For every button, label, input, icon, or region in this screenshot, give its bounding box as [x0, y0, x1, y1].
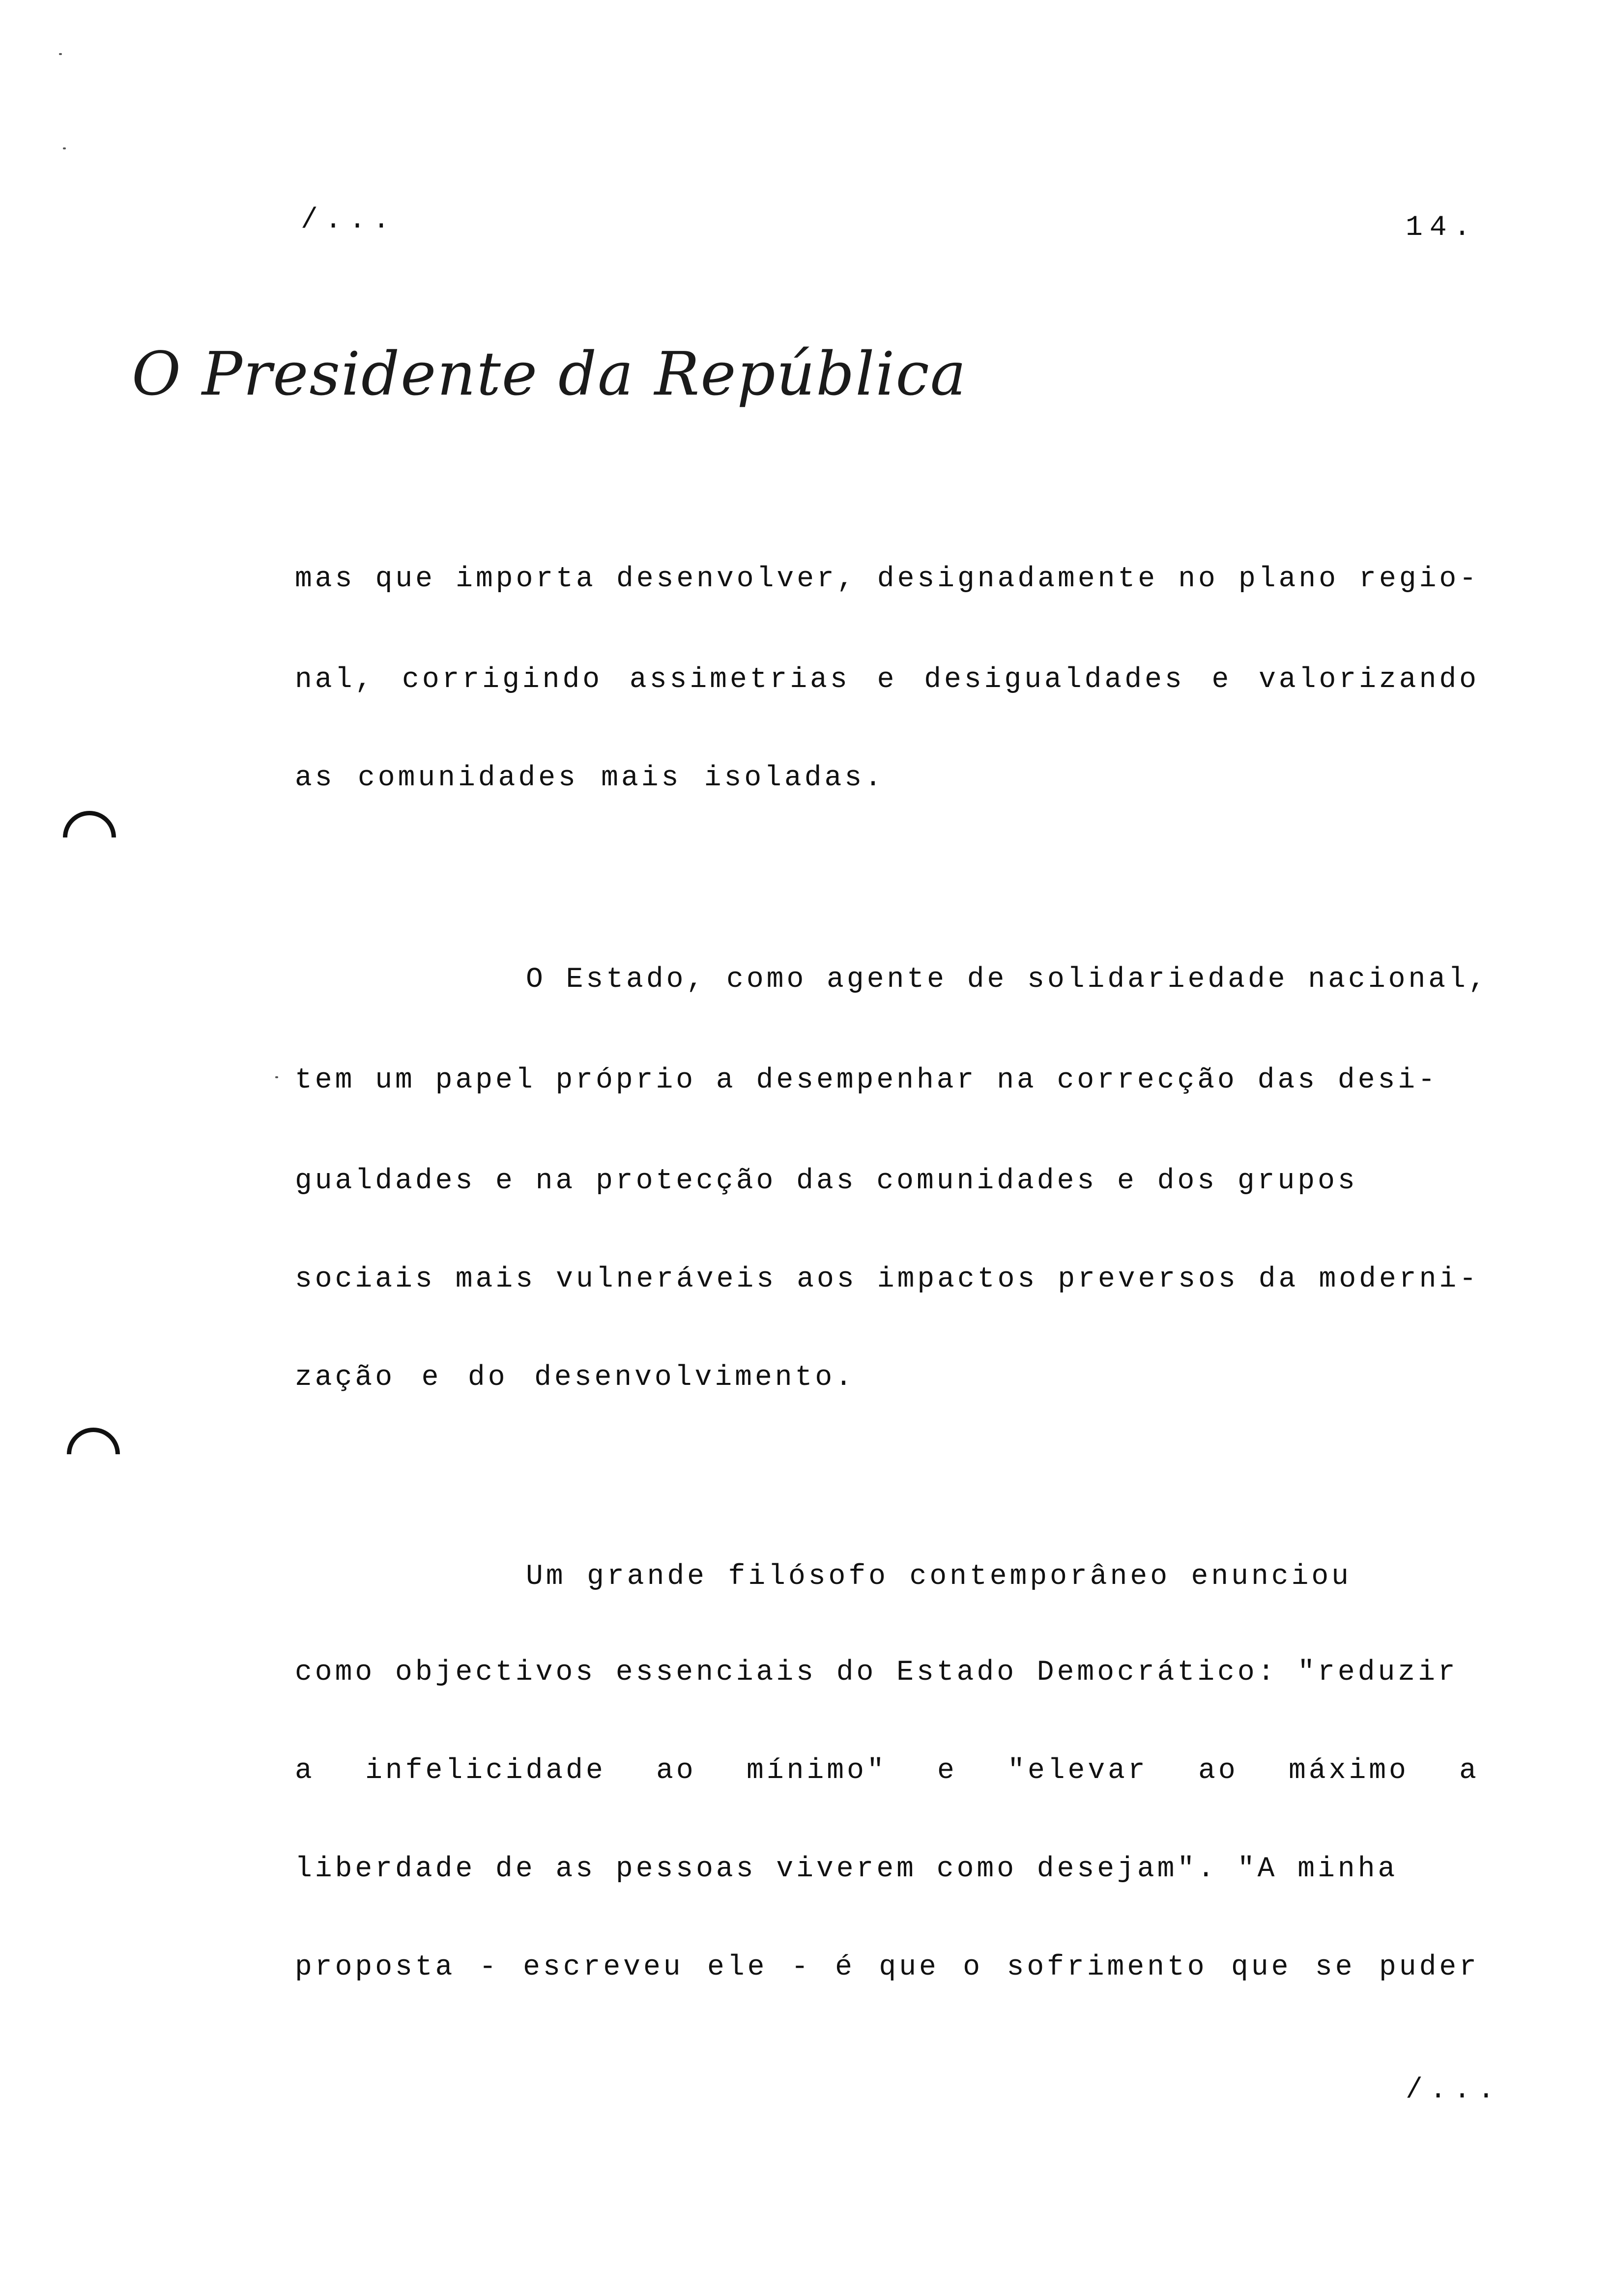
- punch-hole-mark: [56, 1417, 131, 1492]
- paragraph-3-line-1: Um grande filósofo contemporâneo enunciou: [526, 1561, 1352, 1593]
- scan-speck: [63, 147, 66, 149]
- paragraph-2-line-4: sociais mais vulneráveis aos impactos preversos da moderni-: [295, 1263, 1479, 1295]
- paragraph-2-line-1: O Estado, como agente de solidariedade nacional,: [526, 964, 1489, 996]
- paragraph-3-line-3: a infelicidade ao mínimo" e "elevar ao máximo a: [295, 1755, 1479, 1787]
- punch-hole-mark: [52, 800, 127, 875]
- letterhead-title: O Presidente da República: [132, 339, 967, 409]
- scan-speck: [59, 53, 62, 55]
- scan-speck: [275, 1076, 278, 1078]
- paragraph-2-line-2: tem um papel próprio a desempenhar na correcção das desi-: [295, 1064, 1438, 1096]
- paragraph-3-line-2: como objectivos essenciais do Estado Democrático: "reduzir: [295, 1657, 1458, 1689]
- page-number: 14.: [1406, 212, 1478, 244]
- continuation-mark-bottom: /...: [1406, 2074, 1502, 2106]
- paragraph-1-line-2: nal, corrigindo assimetrias e desigualdades e valorizando: [295, 664, 1479, 696]
- paragraph-2-line-3: gualdades e na protecção das comunidades e dos grupos: [295, 1165, 1358, 1197]
- paragraph-3-line-4: liberdade de as pessoas viverem como desejam". "A minha: [295, 1853, 1398, 1885]
- continuation-mark-top: /...: [301, 204, 397, 236]
- paragraph-1-line-1: mas que importa desenvolver, designadamente no plano regio-: [295, 563, 1479, 595]
- paragraph-2-line-5: zação e do desenvolvimento.: [295, 1362, 855, 1394]
- paragraph-3-line-5: proposta - escreveu ele - é que o sofrimento que se puder: [295, 1952, 1479, 1983]
- paragraph-1-line-3: as comunidades mais isoladas.: [295, 762, 885, 794]
